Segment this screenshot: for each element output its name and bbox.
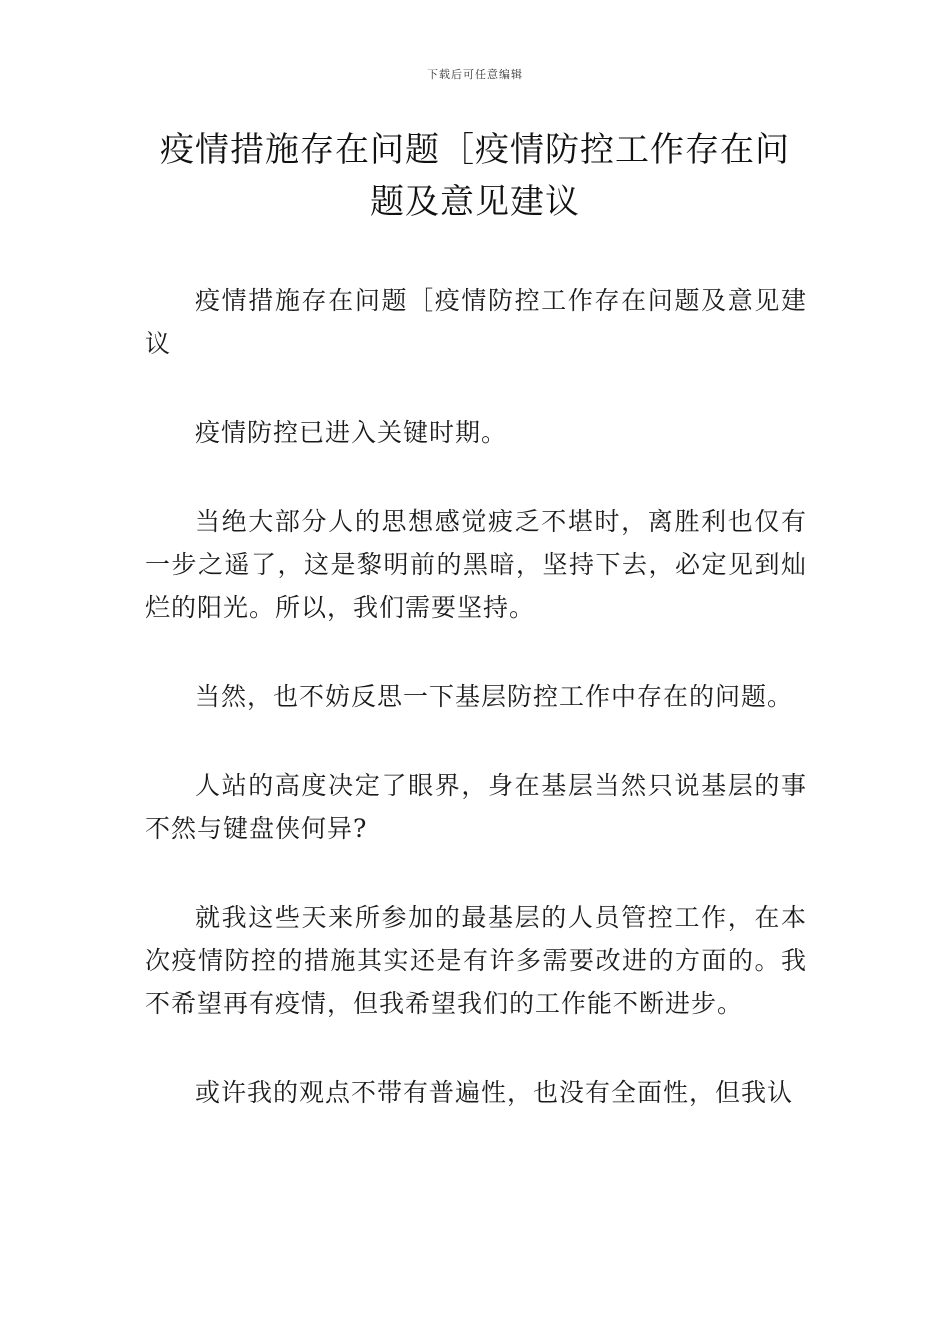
paragraph: 人站的高度决定了眼界，身在基层当然只说基层的事不然与键盘侠何异? xyxy=(145,771,807,843)
paragraph: 就我这些天来所参加的最基层的人员管控工作，在本次疫情防控的措施其实还是有许多需要改进的方面的。我不希望再有疫情，但我希望我们的工作能不断进步。 xyxy=(145,903,807,1018)
document-body xyxy=(145,279,807,1160)
header-note: 下载后可任意编辑 xyxy=(427,68,523,81)
paragraph: 或许我的观点不带有普遍性，也没有全面性，但我认 xyxy=(195,1078,794,1107)
paragraph: 当绝大部分人的思想感觉疲乏不堪时，离胜利也仅有一步之遥了，这是黎明前的黑暗，坚持下去，必定见到灿烂的阳光。所以，我们需要坚持。 xyxy=(145,507,807,622)
paragraph: 疫情防控已进入关键时期。 xyxy=(195,418,508,447)
document-title: 疫情措施存在问题［疫情防控工作存在问题及意见建议 xyxy=(160,130,790,222)
paragraph: 当然，也不妨反思一下基层防控工作中存在的问题。 xyxy=(195,682,794,711)
paragraph: 疫情措施存在问题［疫情防控工作存在问题及意见建议 xyxy=(145,286,807,358)
